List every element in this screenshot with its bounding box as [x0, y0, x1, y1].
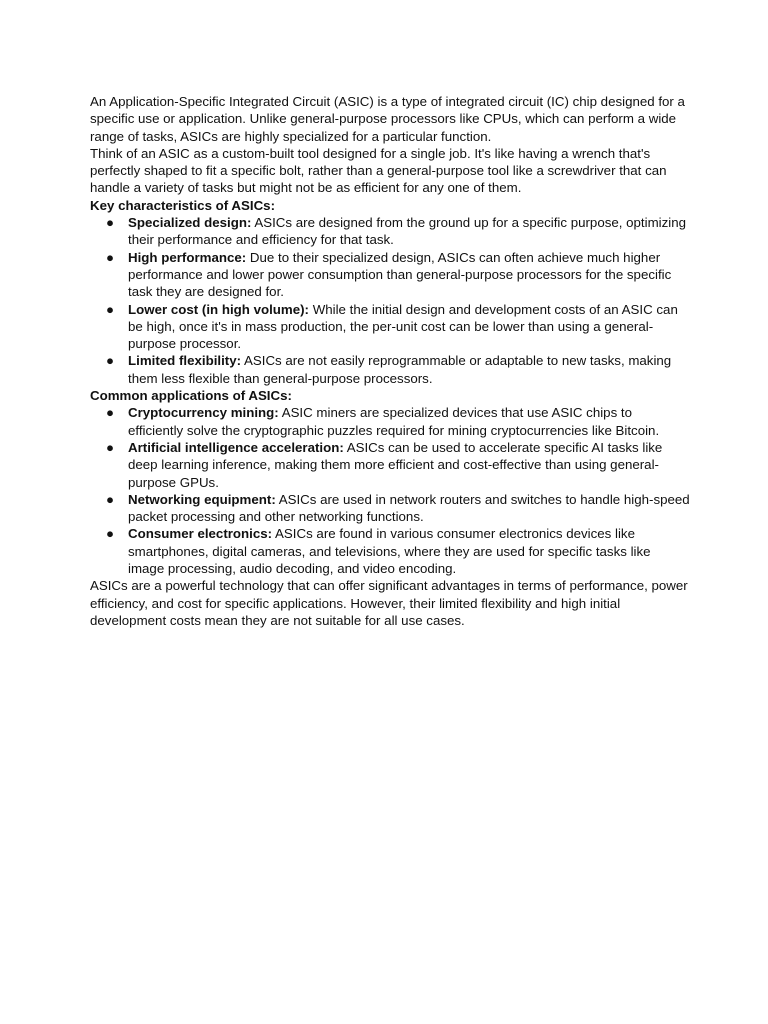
conclusion-paragraph: ASICs are a powerful technology that can offer significant advantages in terms of performance, power efficiency, and cost for specific applications. However, their limited flexibility and high initial development costs mean they are not suitable for all use cases. [90, 578, 688, 628]
list-item [90, 301, 690, 353]
list-item [90, 439, 690, 491]
item-term: Artificial intelligence acceleration: [128, 439, 344, 455]
characteristics-list [90, 214, 690, 387]
list-item [90, 491, 690, 526]
bullet-icon: ● [105, 526, 115, 542]
item-term: Limited flexibility: [128, 353, 242, 369]
applications-list [90, 404, 690, 577]
item-text: Due to their specialized design, ASICs can often achieve much higher performance and lower power consumption than general-purpose processors for the specific task they are designed for. [128, 249, 672, 300]
bullet-icon: ● [105, 491, 115, 507]
item-text: ASIC miners are specialized devices that use ASIC chips to efficiently solve the cryptographic puzzles required for mining cryptocurrencies like Bitcoin. [128, 405, 660, 438]
item-term: Specialized design: [128, 215, 252, 231]
list-item [90, 525, 690, 577]
bullet-icon: ● [105, 405, 115, 421]
item-text: ASICs are found in various consumer electronics devices like smartphones, digital cameras, and televisions, where they are used for specific tasks like image processing, audio decoding, and video encoding. [128, 526, 651, 577]
intro-paragraph: An Application-Specific Integrated Circuit (ASIC) is a type of integrated circuit (IC) chip designed for a specific use or application. Unlike general-purpose processors like CPUs, which can perform a wide range of tasks, ASICs are highly specialized for a particular function. [90, 94, 685, 144]
item-text: ASICs are designed from the ground up for a specific purpose, optimizing their performance and efficiency for that task. [128, 215, 687, 248]
characteristics-heading: Key characteristics of ASICs: [90, 197, 276, 213]
item-term: Cryptocurrency mining: [128, 405, 279, 421]
list-item [90, 214, 690, 249]
analogy-paragraph: Think of an ASIC as a custom-built tool designed for a single job. It's like having a wrench that's perfectly shaped to fit a specific bolt, rather than a general-purpose tool like a screwdriver that can handle a variety of tasks but might not be as efficient for any one of them. [90, 145, 667, 196]
item-term: Consumer electronics: [128, 526, 273, 542]
item-term: High performance: [128, 249, 247, 265]
list-item [90, 404, 690, 439]
document-page [90, 93, 690, 629]
list-item [90, 352, 690, 387]
bullet-icon: ● [105, 353, 115, 369]
bullet-icon: ● [105, 249, 115, 265]
bullet-icon: ● [105, 439, 115, 455]
item-term: Networking equipment: [128, 491, 276, 507]
bullet-icon: ● [105, 301, 115, 317]
item-term: Lower cost (in high volume): [128, 301, 309, 317]
item-text: ASICs can be used to accelerate specific AI tasks like deep learning inference, making them more efficient and cost-effective than using general-purpose GPUs. [128, 439, 663, 490]
item-text: ASICs are not easily reprogrammable or adaptable to new tasks, making them less flexible than general-purpose processors. [128, 353, 672, 386]
list-item [90, 249, 690, 301]
bullet-icon: ● [105, 215, 115, 231]
item-text: While the initial design and development costs of an ASIC can be high, once it's in mass production, the per-unit cost can be lower than using a general-purpose processor. [128, 301, 678, 352]
item-text: ASICs are used in network routers and switches to handle high-speed packet processing and other networking functions. [128, 491, 690, 525]
applications-heading: Common applications of ASICs: [90, 388, 292, 404]
